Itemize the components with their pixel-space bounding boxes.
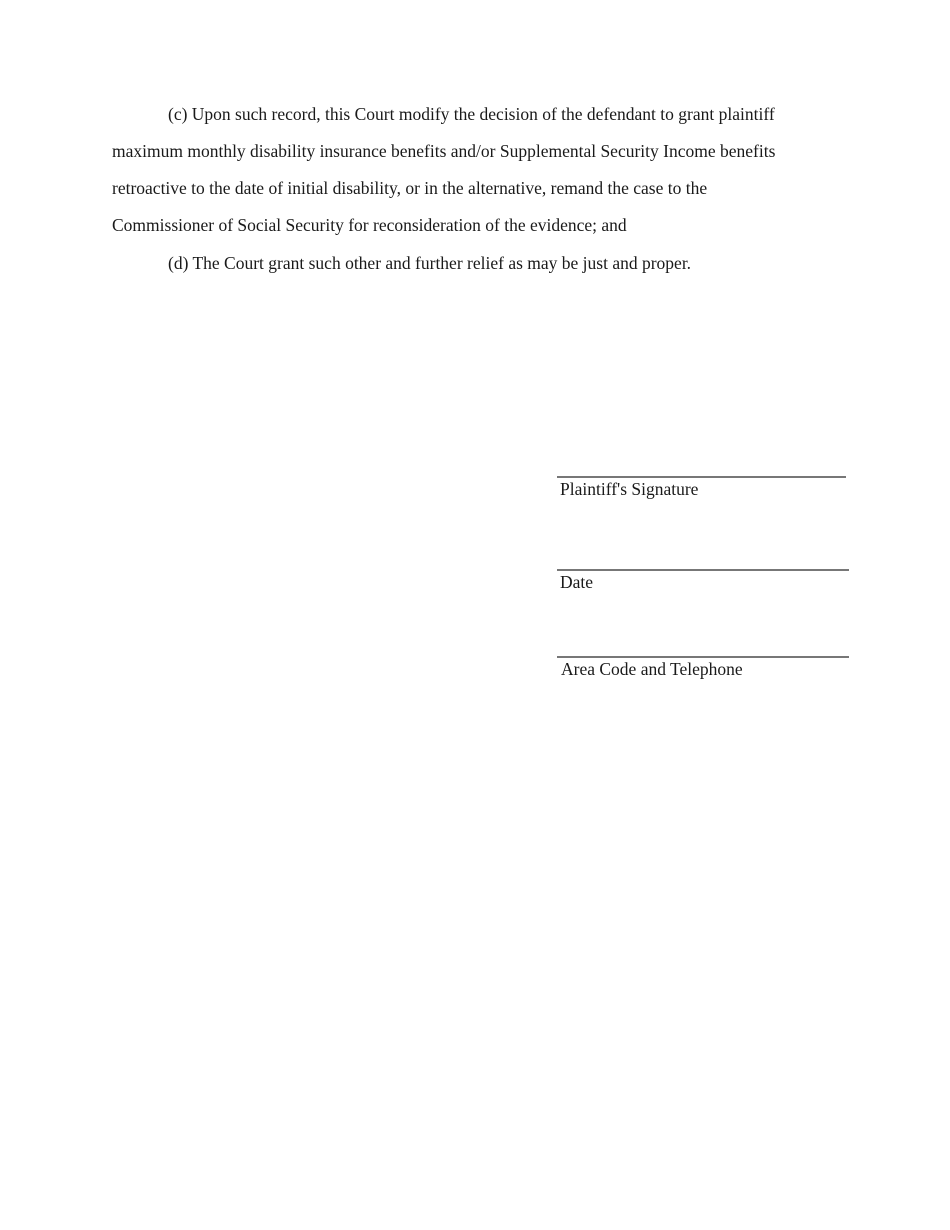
- paragraph-d: [112, 245, 832, 282]
- plaintiff-signature-field[interactable]: [557, 476, 846, 499]
- paragraph-c-line-4: Commissioner of Social Security for reconsideration of the evidence; and: [112, 215, 627, 235]
- paragraph-d-line-1: (d) The Court grant such other and further relief as may be just and proper.: [168, 253, 692, 273]
- plaintiff-signature-label: Plaintiff's Signature: [560, 479, 699, 499]
- date-label: Date: [560, 572, 594, 592]
- phone-line: [557, 656, 849, 658]
- phone-label: Area Code and Telephone: [561, 659, 743, 679]
- paragraph-c: [112, 96, 832, 244]
- paragraph-c-line-2: maximum monthly disability insurance benefits and/or Supplemental Security Income benefits: [112, 141, 776, 161]
- phone-field[interactable]: [557, 656, 849, 679]
- paragraph-c-line-1: (c) Upon such record, this Court modify the decision of the defendant to grant plaintiff: [168, 104, 775, 124]
- paragraph-c-line-3: retroactive to the date of initial disability, or in the alternative, remand the case to the: [112, 178, 708, 198]
- date-field[interactable]: [557, 569, 849, 592]
- date-line: [557, 569, 849, 571]
- signature-line: [557, 476, 846, 478]
